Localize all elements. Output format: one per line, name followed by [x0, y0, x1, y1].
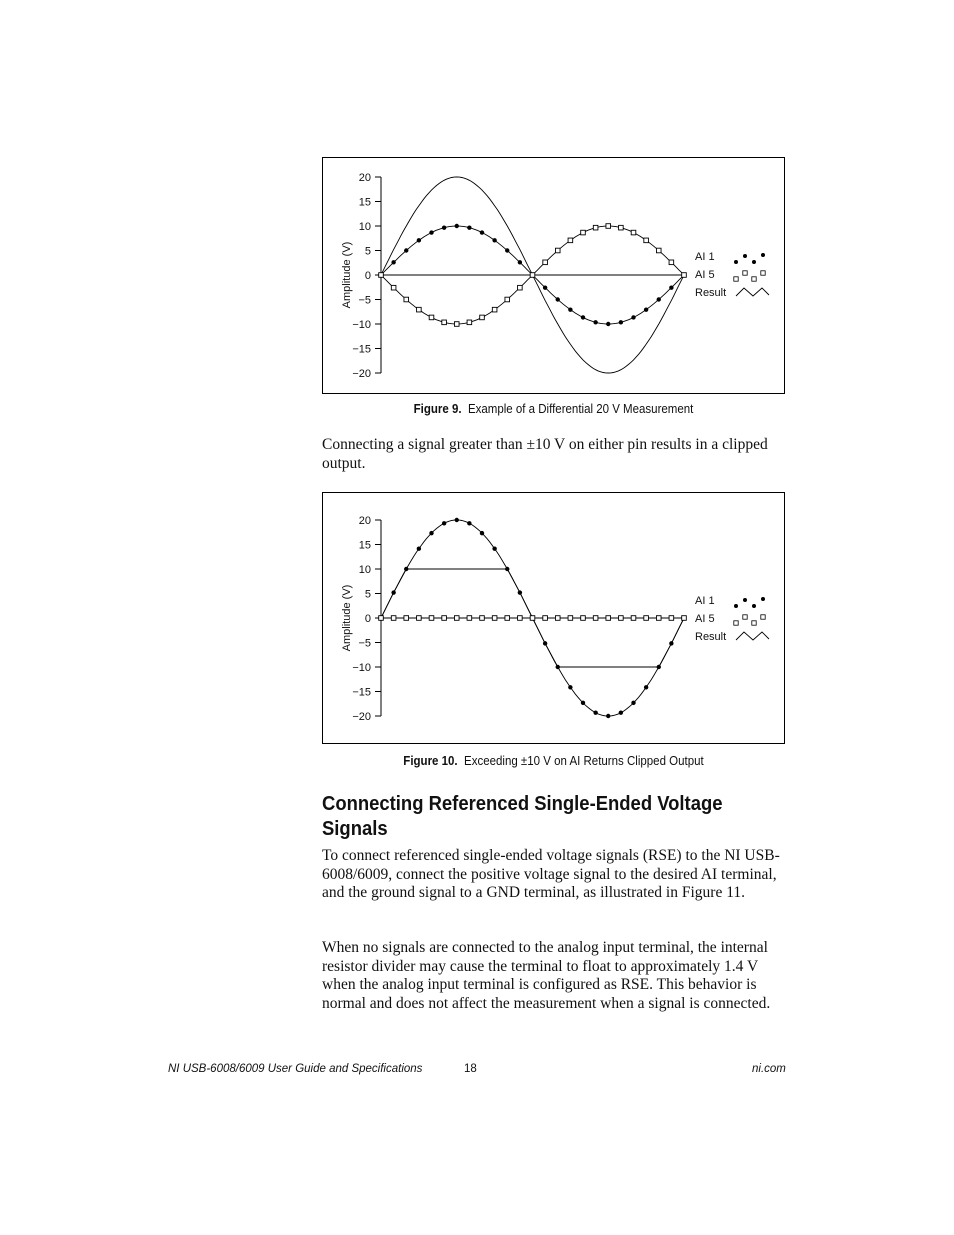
legend-label: Result	[695, 287, 727, 299]
y-tick-label: 10	[358, 221, 371, 233]
data-point-ai5	[619, 225, 624, 230]
legend-ai5-symbol	[743, 271, 747, 275]
data-point-ai1	[492, 238, 496, 242]
data-point-ai1	[505, 567, 509, 571]
legend-ai1-symbol	[752, 604, 756, 608]
legend-ai5-symbol	[752, 277, 756, 281]
data-point-ai1	[442, 521, 446, 525]
data-point-ai1	[543, 285, 547, 289]
y-tick-label: −10	[352, 662, 371, 674]
legend-ai1-symbol	[761, 253, 765, 257]
figure-9-plot	[323, 158, 786, 395]
data-point-ai5	[492, 307, 497, 312]
data-point-ai1	[568, 685, 572, 689]
data-point-ai1	[644, 307, 648, 311]
legend-label: AI 5	[695, 269, 715, 281]
data-point-ai5	[391, 285, 396, 290]
data-point-ai1	[593, 710, 597, 714]
section-heading	[322, 791, 745, 841]
y-tick-label: −10	[352, 319, 371, 331]
data-point-ai1	[480, 230, 484, 234]
data-point-ai1	[455, 518, 459, 522]
section-heading-text: Connecting Referenced Single-Ended Voltage Signals	[322, 792, 723, 840]
data-point-ai1	[404, 248, 408, 252]
data-point-ai5	[644, 616, 649, 621]
legend-ai1-symbol	[734, 604, 738, 608]
data-point-ai1	[657, 297, 661, 301]
data-point-ai1	[429, 230, 433, 234]
data-point-ai1	[556, 665, 560, 669]
data-point-ai1	[404, 567, 408, 571]
data-point-ai5	[417, 307, 422, 312]
data-point-ai1	[619, 710, 623, 714]
legend-ai5-symbol	[734, 277, 738, 281]
data-point-ai5	[606, 224, 611, 229]
data-point-ai5	[417, 616, 422, 621]
data-point-ai1	[518, 590, 522, 594]
y-tick-label: 5	[364, 588, 371, 601]
data-point-ai5	[404, 616, 409, 621]
figure-9-number: Figure 9.	[413, 402, 462, 416]
legend-ai1-symbol	[752, 260, 756, 264]
footer-website: ni.com	[752, 1063, 786, 1075]
data-point-ai1	[391, 260, 395, 264]
data-point-ai5	[429, 315, 434, 320]
data-point-ai5	[669, 260, 674, 265]
data-point-ai5	[505, 297, 510, 302]
data-point-ai5	[619, 616, 624, 621]
data-point-ai5	[442, 320, 447, 325]
figure-10-title: Exceeding ±10 V on AI Returns Clipped Output	[464, 754, 704, 768]
data-point-ai5	[454, 322, 459, 327]
paragraph-2-text: To connect referenced single-ended voltage signals (RSE) to the NI USB-6008/6009, connect the positive voltage signal to the desired AI terminal, and the ground signal to a GND terminal, as illustrated in Figure 11.	[322, 847, 780, 901]
legend-label: AI 1	[695, 251, 715, 263]
legend-result-symbol	[736, 632, 769, 640]
legend-ai5-symbol	[734, 621, 738, 625]
data-point-ai1	[467, 225, 471, 229]
data-point-ai5	[530, 273, 535, 278]
data-point-ai1	[417, 238, 421, 242]
y-tick-label: −20	[352, 711, 371, 723]
paragraph-3-text: When no signals are connected to the analog input terminal, the internal resistor divider may cause the terminal to float to approximately 1.4 V when the analog input terminal is configured as RSE. This behavior is normal and does not affect the measurement when a signal is connected.	[322, 939, 771, 1012]
data-point-ai1	[480, 531, 484, 535]
footer-title: NI USB-6008/6009 User Guide and Specifications	[168, 1063, 423, 1075]
y-tick-label: 20	[358, 515, 371, 527]
y-tick-label: −5	[358, 294, 371, 307]
data-point-ai5	[568, 616, 573, 621]
legend-ai5-symbol	[743, 615, 747, 619]
y-axis-label: Amplitude (V)	[341, 241, 353, 309]
legend-result-symbol	[736, 288, 769, 296]
data-point-ai1	[391, 590, 395, 594]
y-tick-label: −15	[352, 686, 371, 699]
data-point-ai1	[505, 248, 509, 252]
paragraph-floating-input	[322, 939, 792, 1013]
data-point-ai5	[429, 616, 434, 621]
data-point-ai5	[656, 616, 661, 621]
data-point-ai1	[631, 315, 635, 319]
y-tick-label: 15	[358, 539, 371, 552]
y-tick-label: −15	[352, 343, 371, 356]
y-tick-label: −20	[352, 368, 371, 380]
figure-10-caption	[341, 754, 767, 768]
figure-9-title: Example of a Differential 20 V Measurement	[467, 402, 694, 416]
data-point-ai1	[492, 547, 496, 551]
data-point-ai1	[455, 224, 459, 228]
legend-ai5-symbol	[752, 621, 756, 625]
data-point-ai5	[480, 315, 485, 320]
data-point-ai5	[682, 273, 687, 278]
data-point-ai1	[669, 285, 673, 289]
data-point-ai1	[581, 701, 585, 705]
y-tick-label: 15	[358, 196, 371, 209]
data-point-ai1	[593, 320, 597, 324]
legend-ai5-symbol	[761, 615, 765, 619]
legend-ai5-symbol	[761, 271, 765, 275]
y-tick-label: 0	[364, 270, 371, 282]
data-point-ai5	[379, 273, 384, 278]
y-tick-label: −5	[358, 637, 371, 650]
data-point-ai5	[555, 616, 560, 621]
legend-label: Result	[695, 631, 727, 643]
legend-label: AI 5	[695, 613, 715, 625]
data-point-ai5	[669, 616, 674, 621]
data-point-ai5	[518, 616, 523, 621]
data-point-ai5	[505, 616, 510, 621]
y-tick-label: 5	[364, 245, 371, 258]
legend-ai1-symbol	[743, 598, 747, 602]
data-point-ai5	[543, 616, 548, 621]
data-point-ai5	[379, 616, 384, 621]
data-point-ai5	[631, 616, 636, 621]
figure-9-caption	[341, 402, 767, 416]
data-point-ai5	[492, 616, 497, 621]
data-point-ai1	[631, 701, 635, 705]
data-point-ai5	[581, 616, 586, 621]
paragraph-1-text: Connecting a signal greater than ±10 V on either pin results in a clipped output.	[322, 436, 768, 472]
legend-ai1-symbol	[734, 260, 738, 264]
data-point-ai1	[657, 665, 661, 669]
data-point-ai1	[669, 641, 673, 645]
data-point-ai1	[606, 714, 610, 718]
data-point-ai5	[606, 616, 611, 621]
y-tick-label: 10	[358, 564, 371, 576]
data-point-ai1	[429, 531, 433, 535]
data-point-ai1	[568, 307, 572, 311]
data-point-ai5	[480, 616, 485, 621]
footer-page-number: 18	[464, 1063, 477, 1075]
data-point-ai1	[644, 685, 648, 689]
figure-10-chart	[322, 492, 785, 744]
data-point-ai1	[518, 260, 522, 264]
data-point-ai5	[518, 285, 523, 290]
data-point-ai5	[593, 616, 598, 621]
figure-10-plot	[323, 493, 786, 745]
data-point-ai5	[568, 238, 573, 243]
data-point-ai5	[467, 320, 472, 325]
data-point-ai1	[467, 521, 471, 525]
data-point-ai5	[656, 248, 661, 253]
paragraph-clipped-output	[322, 436, 792, 473]
data-point-ai5	[593, 225, 598, 230]
data-point-ai5	[530, 616, 535, 621]
data-point-ai1	[581, 315, 585, 319]
data-point-ai5	[631, 230, 636, 235]
y-tick-label: 20	[358, 172, 371, 184]
data-point-ai5	[644, 238, 649, 243]
data-point-ai5	[581, 230, 586, 235]
data-point-ai5	[442, 616, 447, 621]
data-point-ai5	[454, 616, 459, 621]
data-point-ai5	[555, 248, 560, 253]
legend-label: AI 1	[695, 595, 715, 607]
data-point-ai5	[404, 297, 409, 302]
data-point-ai1	[606, 322, 610, 326]
data-point-ai1	[442, 225, 446, 229]
legend-ai1-symbol	[743, 254, 747, 258]
data-point-ai5	[467, 616, 472, 621]
y-tick-label: 0	[364, 613, 371, 625]
data-point-ai1	[556, 297, 560, 301]
data-point-ai1	[417, 547, 421, 551]
data-point-ai1	[543, 641, 547, 645]
data-point-ai5	[391, 616, 396, 621]
paragraph-rse-connection	[322, 847, 792, 903]
figure-10-number: Figure 10.	[403, 754, 458, 768]
data-point-ai5	[543, 260, 548, 265]
data-point-ai1	[619, 320, 623, 324]
figure-9-chart	[322, 157, 785, 394]
y-axis-label: Amplitude (V)	[341, 584, 353, 652]
legend-ai1-symbol	[761, 597, 765, 601]
data-point-ai5	[682, 616, 687, 621]
